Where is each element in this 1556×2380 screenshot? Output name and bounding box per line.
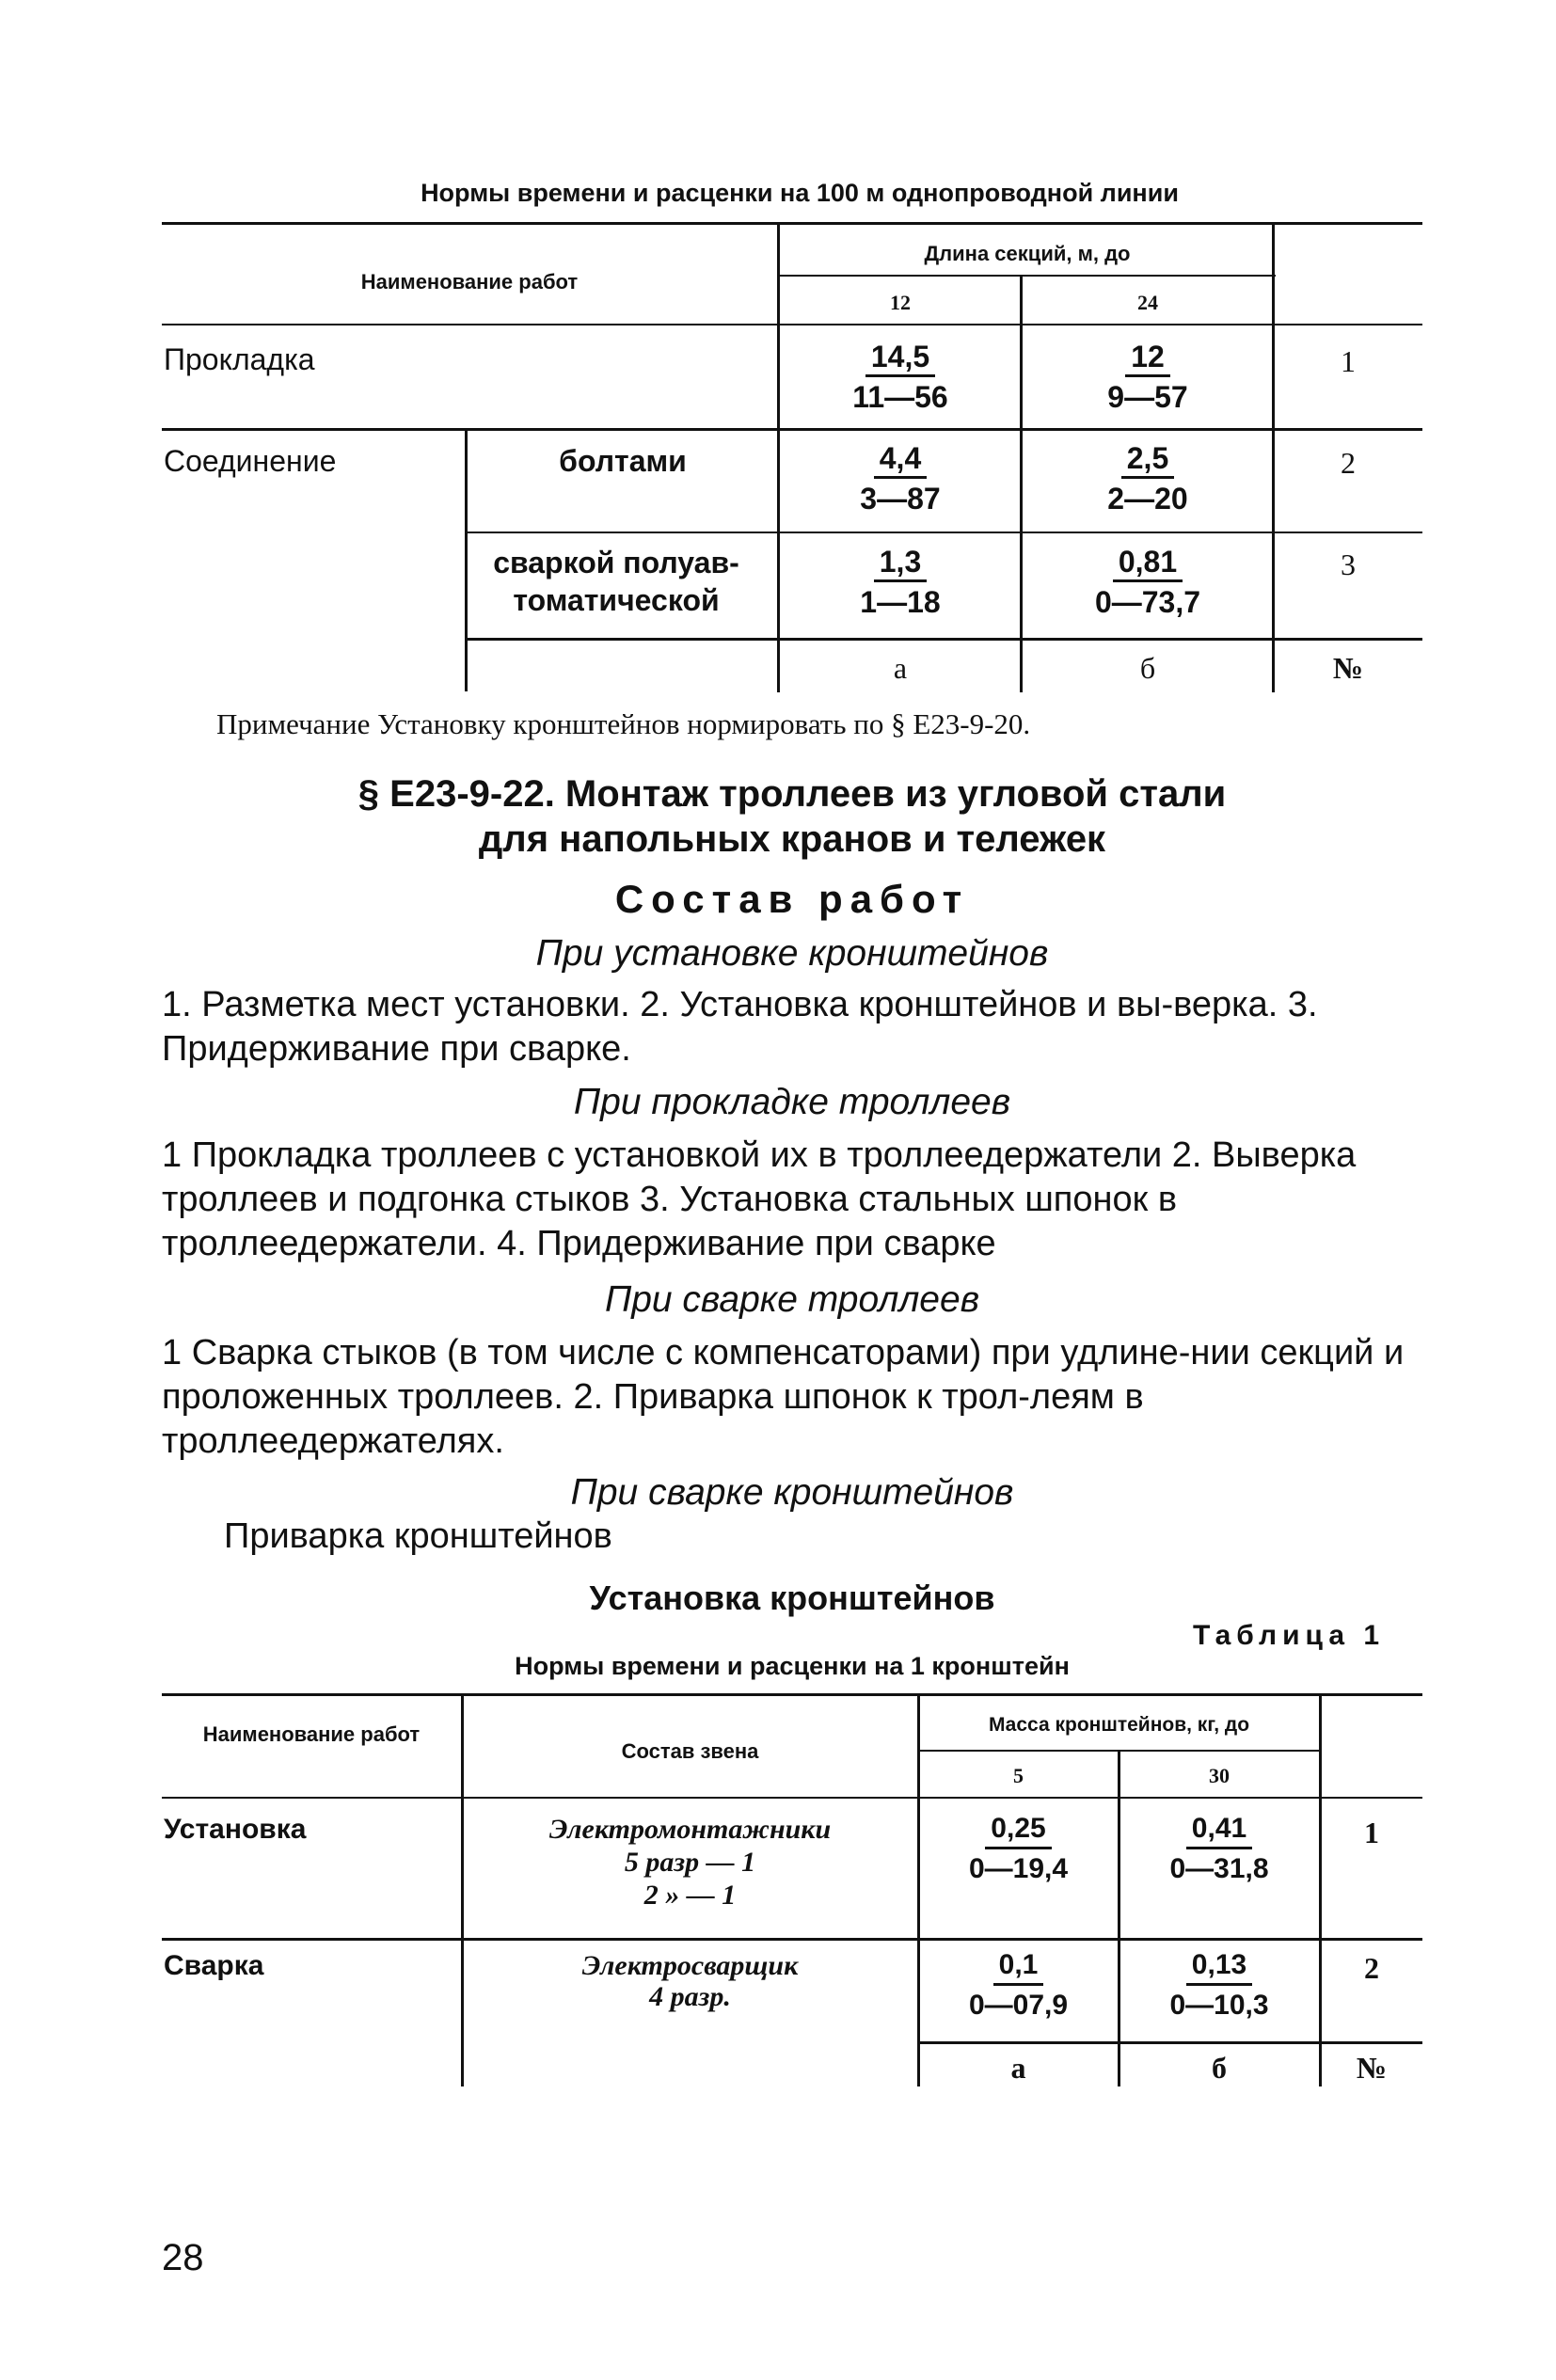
section-title-line1: § Е23-9-22. Монтаж троллеев из угловой стали xyxy=(357,773,1227,815)
table1-header-work: Наименование работ xyxy=(360,270,579,294)
table1-r3-col-a: $\frac{1,3}{1—18}$ xyxy=(860,545,941,619)
table2-foot-number: № xyxy=(1356,2051,1388,2085)
table1-r3-col-b: $\frac{0,81}{0—73,7}$ xyxy=(1094,545,1201,619)
table2-col2-header: 30 xyxy=(1209,1764,1230,1787)
table2-header-crew: Состав звена xyxy=(621,1739,759,1763)
table1-r2-col-b: $\frac{2,5}{2—20}$ xyxy=(1107,441,1188,516)
table1-r1-number: 1 xyxy=(1341,344,1356,378)
table1-col1-header: 12 xyxy=(890,291,911,314)
table2-row1-name: Установка xyxy=(164,1814,307,1845)
table2-label: Таблица 1 xyxy=(1193,1620,1386,1651)
composition-heading: Состав работ xyxy=(614,877,970,921)
table2-col-divider-1 xyxy=(917,1693,920,2086)
table1-r3-number: 3 xyxy=(1341,547,1356,581)
paragraph-welding-trolleys: 1 Сварка стыков (в том числе с компенсаторами) при удлине-нии секций и проложенных троллеев. 2. Приварка шпонок к трол-леям в троллеедержателях. xyxy=(162,1333,1405,1461)
table1-row2-rule xyxy=(465,532,1422,533)
table1-col2-header: 24 xyxy=(1137,291,1158,314)
table2-row1-rule xyxy=(162,1938,1422,1941)
table2-col-divider-3 xyxy=(1319,1693,1322,2086)
table2-r2-col-b: $\frac{0,13}{0—10,3}$ xyxy=(1169,1949,1269,2021)
table2-col-divider-2 xyxy=(1118,1750,1120,2086)
table2-header-work: Наименование работ xyxy=(202,1722,421,1746)
table2-foot-a: а xyxy=(1010,2051,1026,2085)
table1-sub-bolts: болтами xyxy=(559,444,687,478)
table1-caption: Нормы времени и расценки на 100 м однопроводной линии xyxy=(421,179,1179,207)
table1-sub-welding: сваркой полуав-томатической xyxy=(493,546,739,617)
table1-header-rule xyxy=(162,324,1422,325)
paragraph-brackets: 1. Разметка мест установки. 2. Установка кронштейнов и вы-верка. 3. Придерживание при сварке. xyxy=(162,985,1318,1069)
subheading-welding-trolleys: При сварке троллеев xyxy=(604,1279,980,1320)
table2-r2-number: 2 xyxy=(1364,1951,1379,1985)
subheading-welding-brackets: При сварке кронштейнов xyxy=(570,1472,1014,1513)
subheading-brackets: При установке кронштейнов xyxy=(535,933,1049,974)
table1-r1-col-b: $\frac{12}{9—57}$ xyxy=(1107,340,1188,414)
section-title-line2: для напольных кранов и тележек xyxy=(478,818,1106,860)
paragraph-laying: 1 Прокладка троллеев с установкой их в троллеедержатели 2. Выверка троллеев и подгонка стыков 3. Установка стальных шпонок в троллеедержатели. 4. Придерживание при сварке xyxy=(162,1135,1357,1263)
table1-r1-col-a: $\frac{14,5}{11—56}$ xyxy=(852,340,948,414)
table2-r1-col-b: $\frac{0,41}{0—31,8}$ xyxy=(1169,1813,1269,1884)
table2-row2-name: Сварка xyxy=(164,1950,264,1981)
table1-row1-rule xyxy=(162,428,1422,431)
table2-row1-crew-line2: 5 разр — 1 xyxy=(624,1847,756,1878)
table1-foot-number: № xyxy=(1332,651,1364,685)
note: Примечание Установку кронштейнов нормировать по § Е23-9-20. xyxy=(216,707,1031,740)
subheading-laying: При прокладке троллеев xyxy=(573,1082,1011,1122)
table2-col1-header: 5 xyxy=(1013,1764,1024,1787)
table2-row2-crew-line1: Электросварщик xyxy=(581,1950,799,1981)
table2-r2-col-a: $\frac{0,1}{0—07,9}$ xyxy=(968,1949,1069,2021)
table2-top-rule xyxy=(162,1693,1422,1696)
table2-header-group: Масса кронштейнов, кг, до xyxy=(988,1714,1250,1736)
table2-r1-col-a: $\frac{0,25}{0—19,4}$ xyxy=(968,1813,1069,1884)
table2-row1-crew-line3: 2 » — 1 xyxy=(643,1880,737,1911)
table2-heading: Установка кронштейнов xyxy=(589,1579,995,1617)
table1-row-laying: Прокладка xyxy=(164,342,315,376)
table2-row1-crew-line1: Электромонтажники xyxy=(548,1814,832,1845)
table1-top-rule xyxy=(162,222,1422,225)
table2-r1-number: 1 xyxy=(1364,1816,1379,1849)
table2-foot-b: б xyxy=(1212,2051,1227,2085)
page-number: 28 xyxy=(162,2237,204,2278)
table1-sub-divider xyxy=(465,428,468,691)
table1-foot-b: б xyxy=(1139,651,1156,685)
table2-header-rule xyxy=(162,1797,1422,1799)
table1-foot-a: а xyxy=(893,651,908,685)
table2-caption: Нормы времени и расценки на 1 кронштейн xyxy=(515,1652,1070,1680)
table1-group-rule xyxy=(779,275,1276,277)
table1-row3-rule xyxy=(465,638,1422,641)
table1-r2-number: 2 xyxy=(1341,446,1356,480)
table2-row2-crew-line2: 4 разр. xyxy=(649,1981,731,2012)
paragraph-welding-brackets: Приварка кронштейнов xyxy=(224,1516,612,1556)
table2-row2-rule xyxy=(917,2041,1422,2044)
table1-row-joining: Соединение xyxy=(164,444,337,478)
table1-header-group: Длина секций, м, до xyxy=(924,242,1131,265)
table1-r2-col-a: $\frac{4,4}{3—87}$ xyxy=(860,441,941,516)
